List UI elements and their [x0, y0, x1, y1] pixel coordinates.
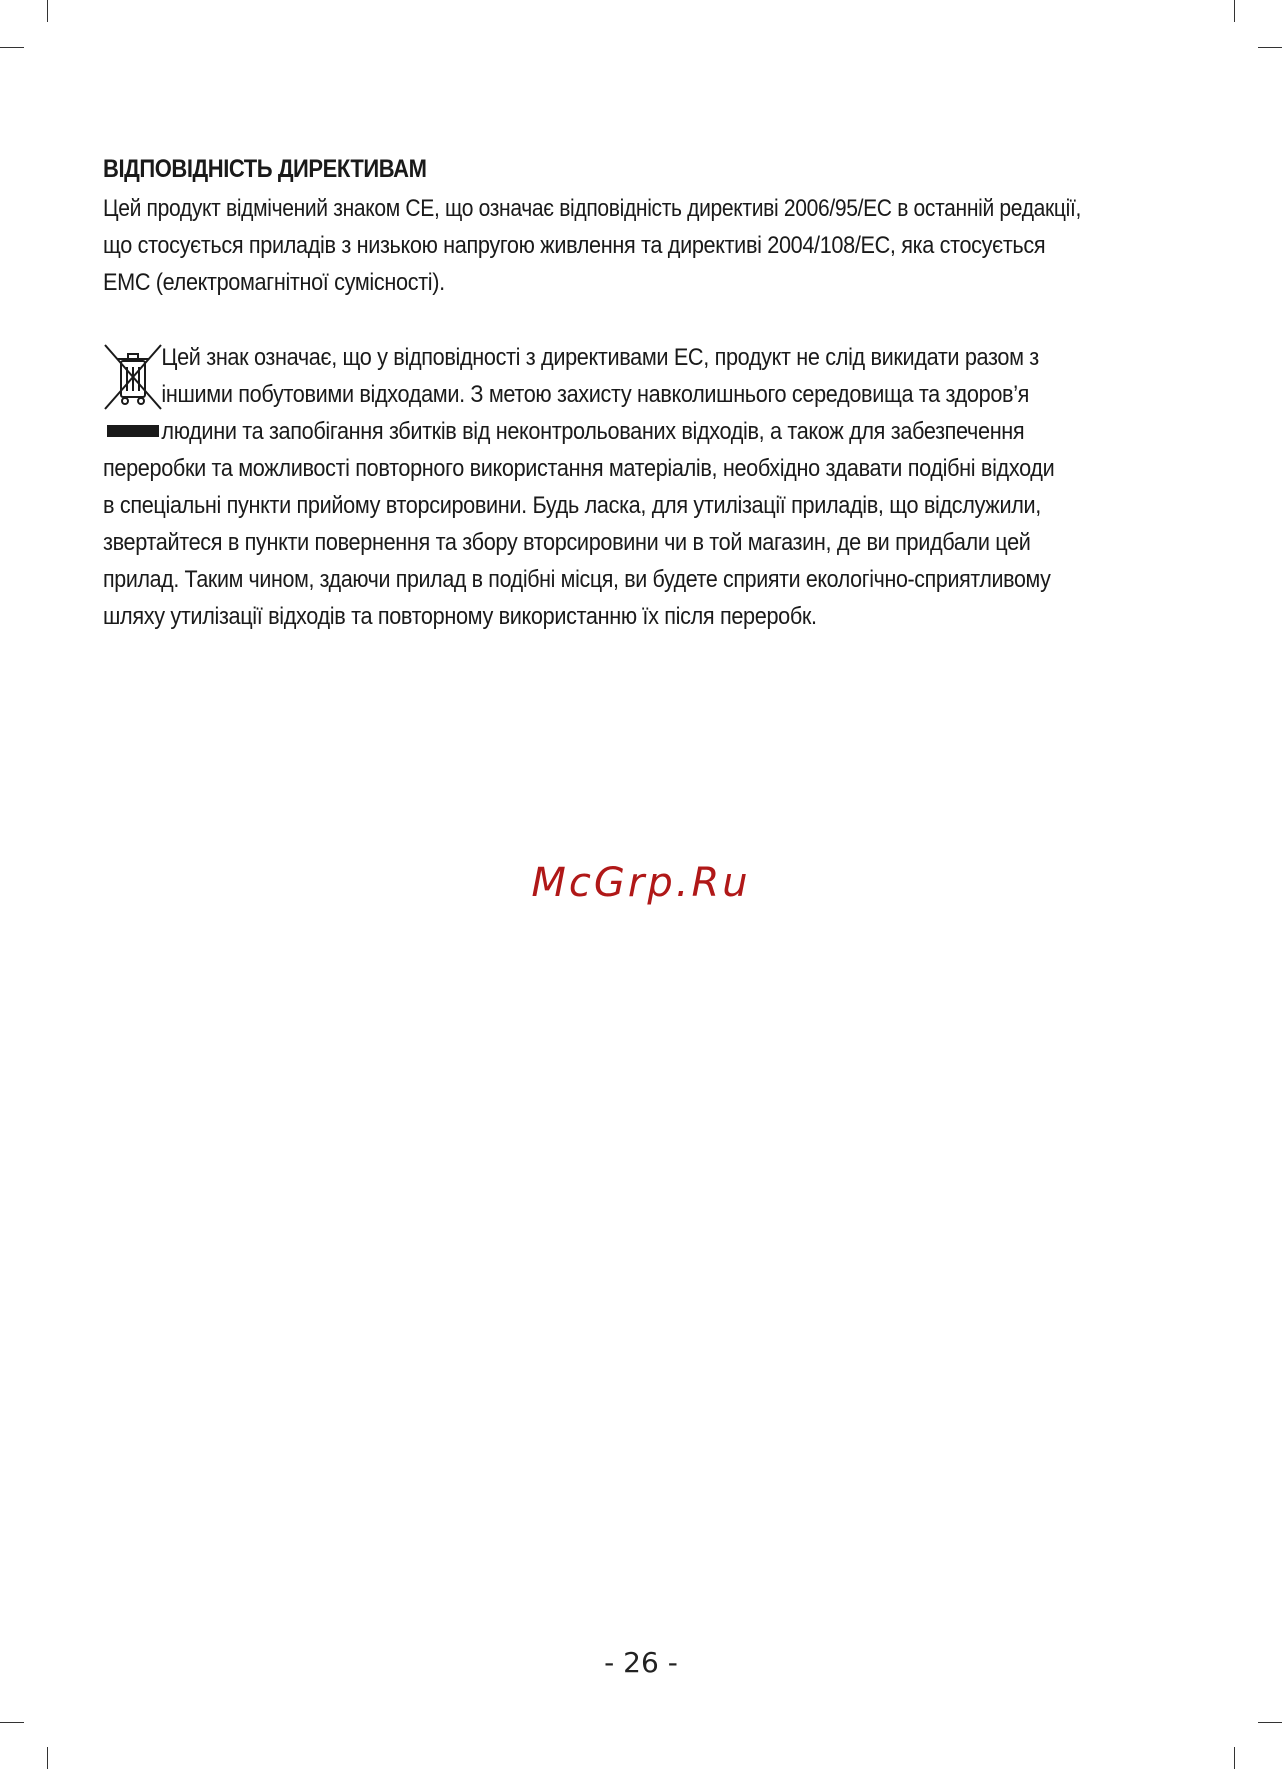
text-line: переробки та можливості повторного використання матеріалів, необхідно здавати подібні відходи	[103, 455, 1055, 482]
crop-mark	[1234, 0, 1235, 22]
page-number: - 26 -	[604, 1646, 678, 1679]
ce-paragraph	[103, 190, 1179, 301]
text-line: шляху утилізації відходів та повторному використанню їх після переробк.	[103, 603, 817, 630]
crop-mark	[1258, 1722, 1282, 1723]
text-line: іншими побутовими відходами. З метою захисту навколишнього середовища та здоров’я	[161, 381, 1030, 408]
text-line: що стосується приладів з низькою напругою живлення та директиві 2004/108/ЕС, яка стосується	[103, 232, 1046, 259]
weee-paragraph	[103, 339, 1179, 635]
directives-section	[103, 155, 1179, 635]
text-line: Цей продукт відмічений знаком СЕ, що означає відповідність директиві 2006/95/ЕС в останній редакції,	[103, 195, 1081, 222]
section-heading: ВІДПОВІДНІСТЬ ДИРЕКТИВАМ	[103, 155, 427, 183]
crop-mark	[47, 0, 48, 22]
text-line: людини та запобігання збитків від неконтрольованих відходів, а також для забезпечення	[161, 418, 1025, 445]
crop-mark	[1258, 47, 1282, 48]
crop-mark	[0, 1722, 24, 1723]
text-line: в спеціальні пункти прийому вторсировини. Будь ласка, для утилізації приладів, що відслужили,	[103, 492, 1041, 519]
text-line: Цей знак означає, що у відповідності з директивами ЕС, продукт не слід викидати разом з	[161, 344, 1039, 371]
crop-mark	[47, 1747, 48, 1769]
crop-mark	[1234, 1747, 1235, 1769]
text-line: прилад. Таким чином, здаючи прилад в подібні місця, ви будете сприяти екологічно-сприятливому	[103, 566, 1051, 593]
text-line: ЕМС (електромагнітної сумісності).	[103, 269, 445, 296]
weee-section	[103, 339, 1179, 635]
watermark: McGrp.Ru	[531, 860, 751, 906]
text-line: звертайтеся в пункти повернення та збору вторсировини чи в той магазин, де ви придбали цей	[103, 529, 1031, 556]
crop-mark	[0, 47, 24, 48]
